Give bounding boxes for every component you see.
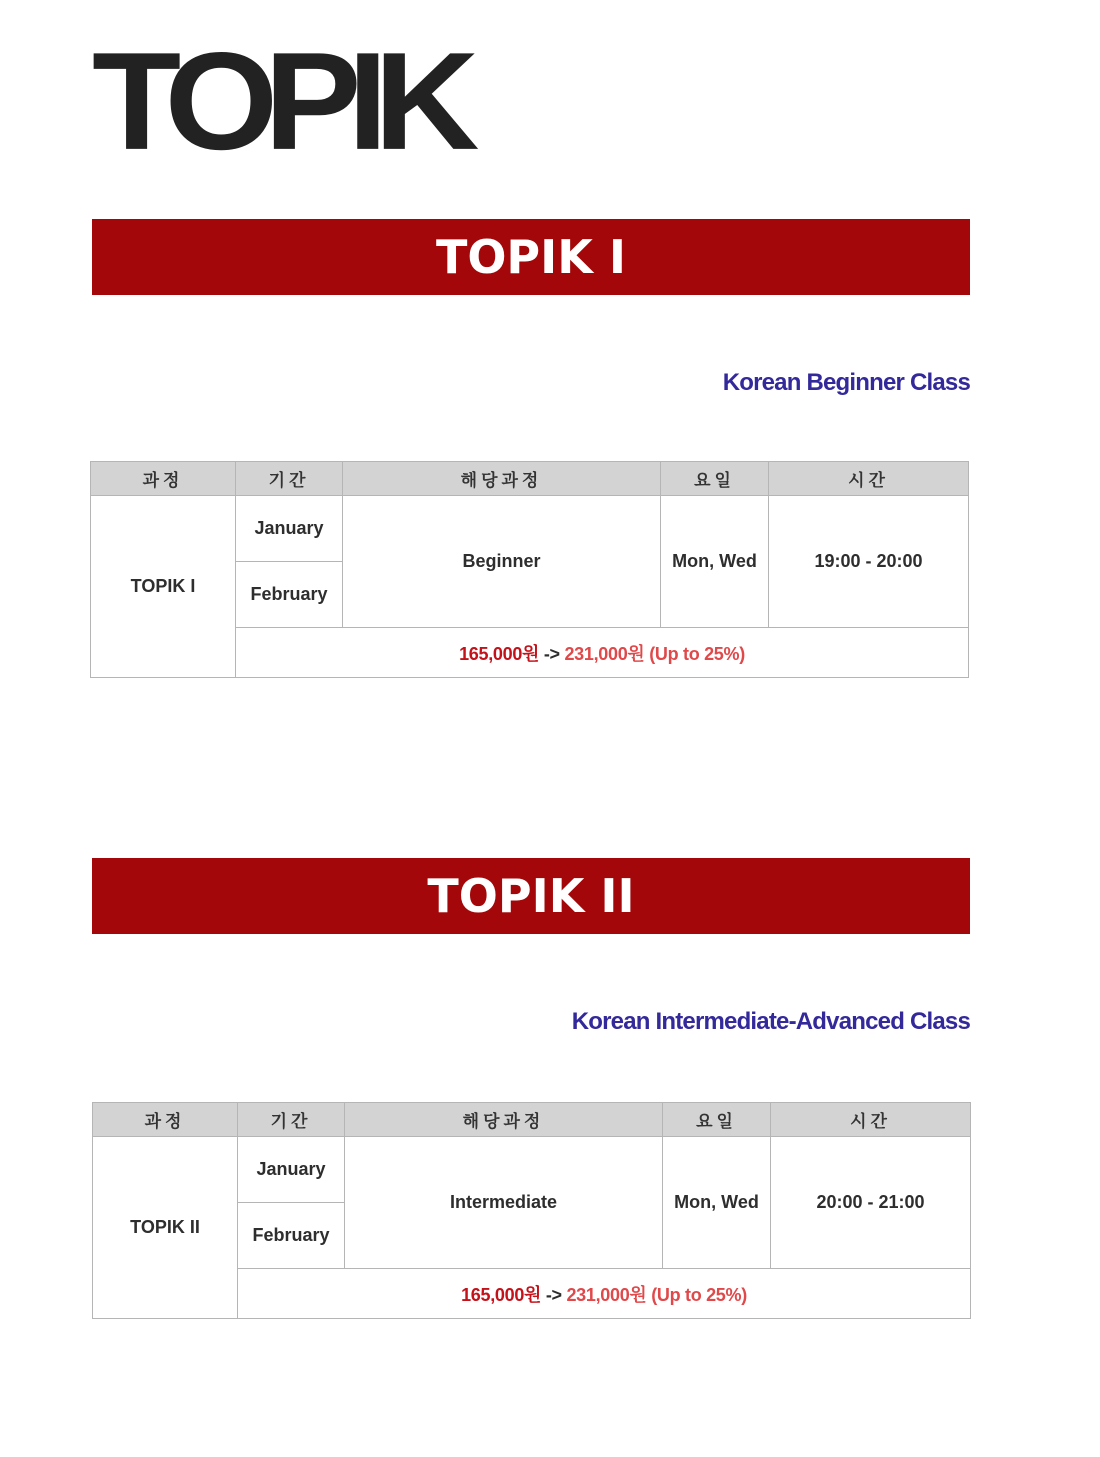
discount-price: 231,000원 (Up to 25%) — [566, 1284, 747, 1305]
table-header-row — [93, 1103, 971, 1137]
level-cell: Beginner — [343, 496, 661, 628]
section-topik-1 — [92, 219, 970, 664]
header-days: 요일 — [663, 1103, 771, 1137]
time-cell: 19:00 - 20:00 — [769, 496, 969, 628]
header-period: 기간 — [236, 462, 343, 496]
header-level: 해당과정 — [343, 462, 661, 496]
section-subtitle: Korean Intermediate-Advanced Class — [571, 1008, 970, 1035]
price-cell — [238, 1269, 971, 1319]
course-cell: TOPIK I — [91, 496, 236, 678]
price-arrow: -> — [543, 643, 560, 664]
original-price: 165,000원 — [461, 1284, 542, 1305]
month-cell: January — [238, 1137, 345, 1203]
table-header-row — [91, 462, 969, 496]
section-banner: TOPIK II — [92, 858, 970, 934]
level-cell: Intermediate — [345, 1137, 663, 1269]
table-row — [91, 496, 969, 562]
topik-logo: TOPIK — [92, 23, 466, 179]
price-arrow: -> — [545, 1284, 562, 1305]
table-row — [93, 1137, 971, 1203]
header-level: 해당과정 — [345, 1103, 663, 1137]
header-time: 시간 — [771, 1103, 971, 1137]
section-banner: TOPIK I — [92, 219, 970, 295]
header-days: 요일 — [661, 462, 769, 496]
section-subtitle: Korean Beginner Class — [722, 369, 970, 396]
month-cell: January — [236, 496, 343, 562]
original-price: 165,000원 — [459, 643, 540, 664]
header-course: 과정 — [93, 1103, 238, 1137]
header-course: 과정 — [91, 462, 236, 496]
month-cell: February — [238, 1203, 345, 1269]
time-cell: 20:00 - 21:00 — [771, 1137, 971, 1269]
days-cell: Mon, Wed — [661, 496, 769, 628]
price-cell — [236, 628, 969, 678]
schedule-table — [90, 461, 969, 678]
discount-price: 231,000원 (Up to 25%) — [564, 643, 745, 664]
header-period: 기간 — [238, 1103, 345, 1137]
course-cell: TOPIK II — [93, 1137, 238, 1319]
header-time: 시간 — [769, 462, 969, 496]
days-cell: Mon, Wed — [663, 1137, 771, 1269]
section-topik-2 — [92, 858, 970, 1305]
schedule-table — [92, 1102, 971, 1319]
month-cell: February — [236, 562, 343, 628]
